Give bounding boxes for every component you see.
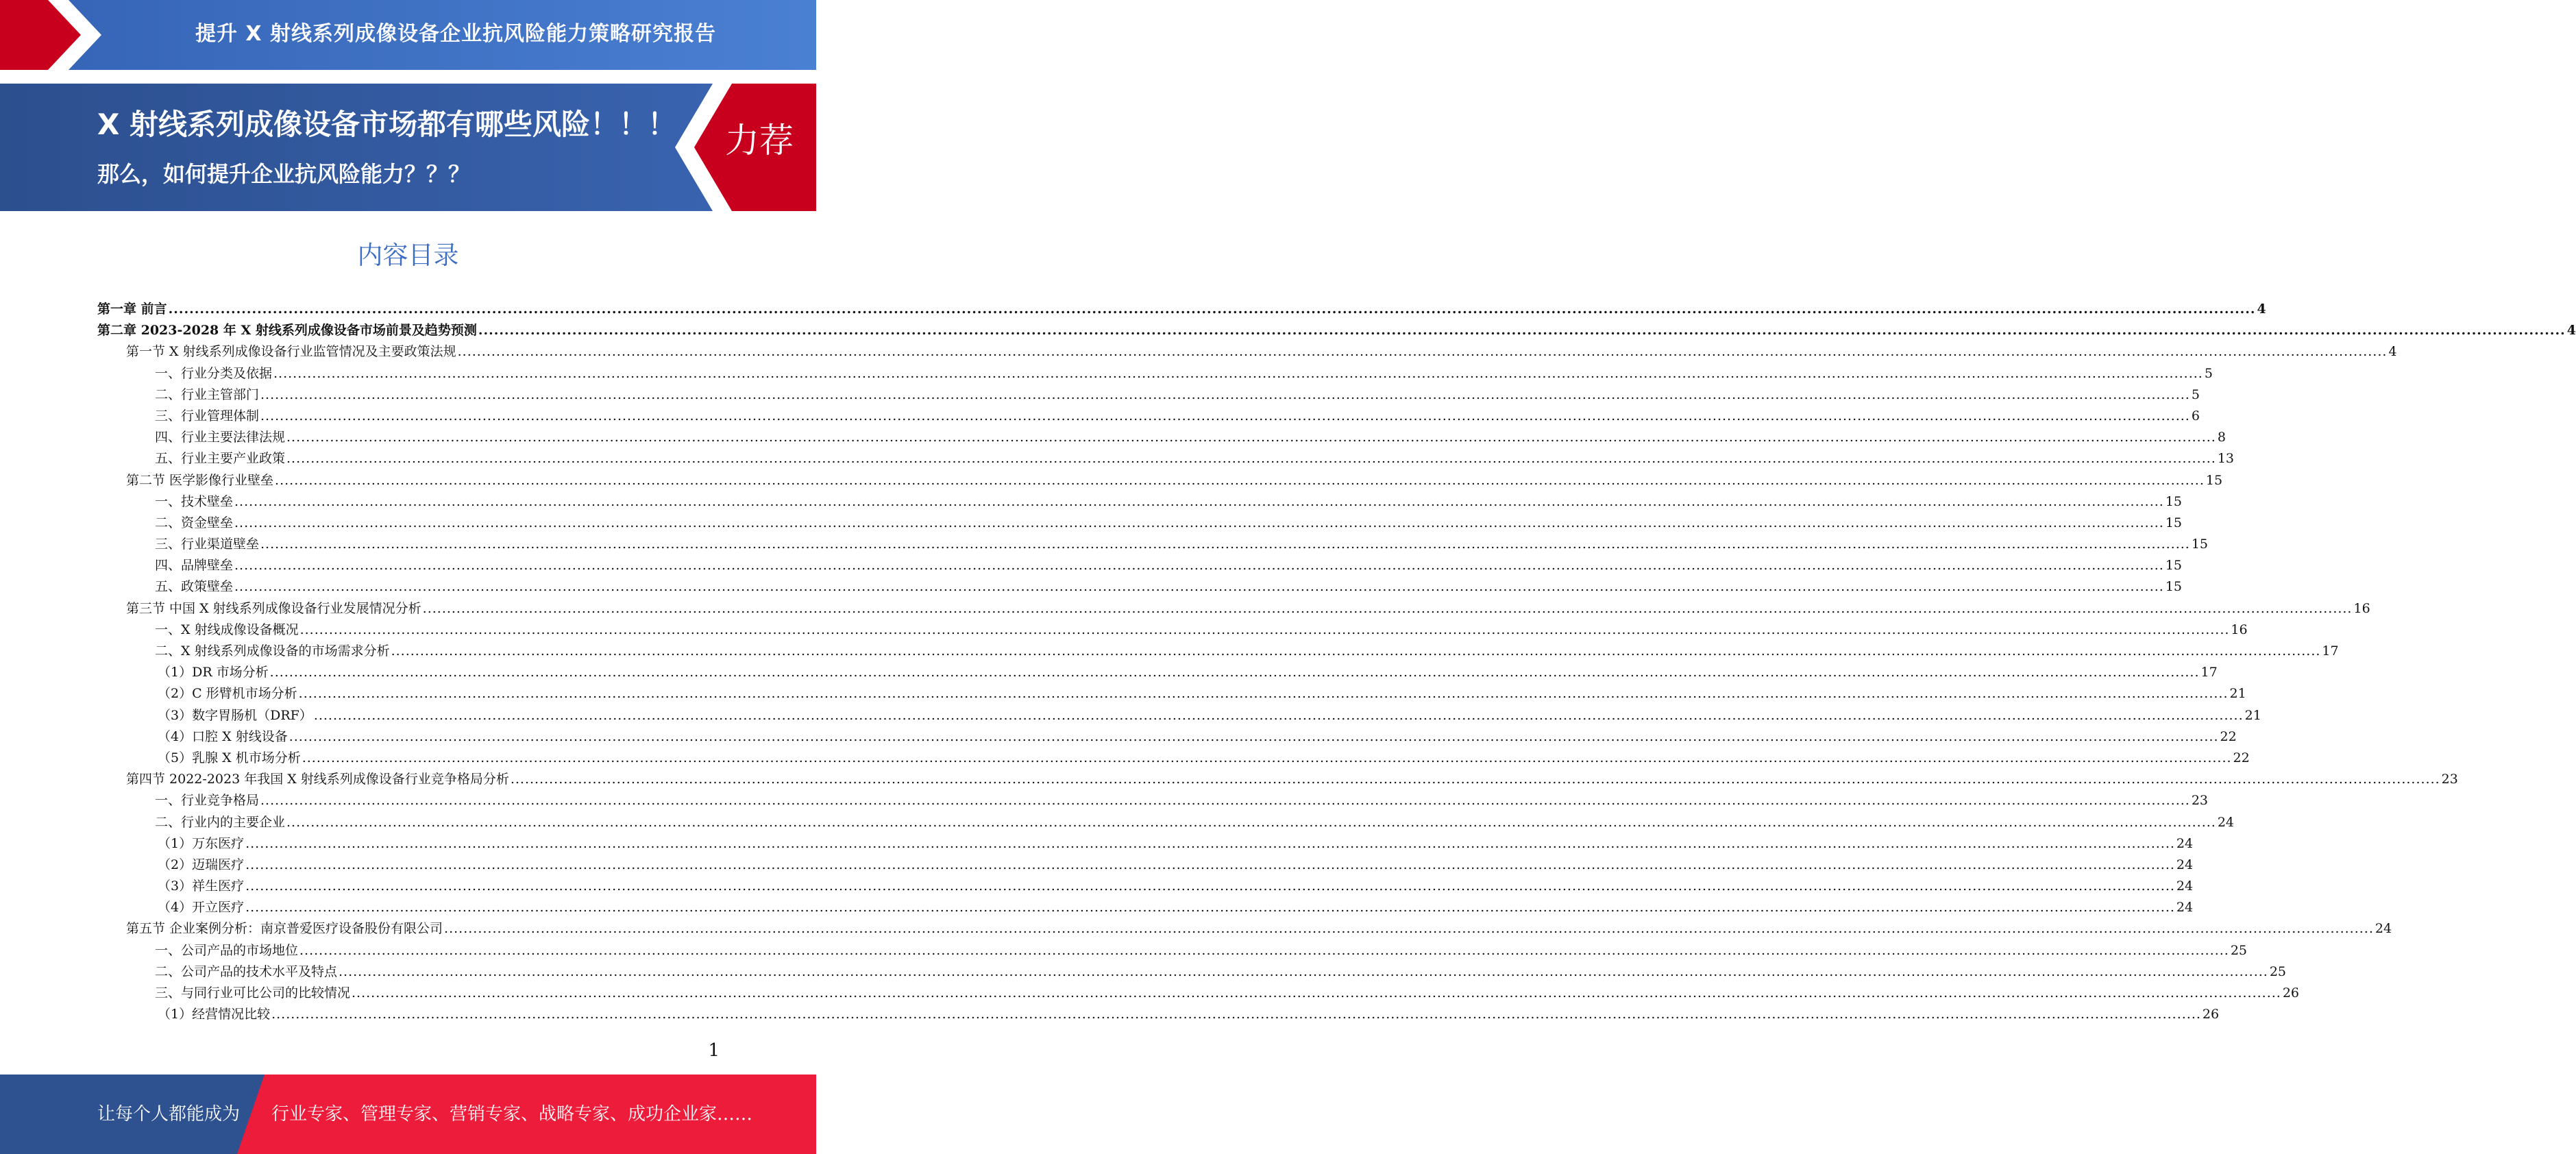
toc-dot-leader: ................................................................................................................................................................................................................................................................................................................................................................................................................ — [245, 879, 2175, 894]
toc-entry-page: 15 — [2191, 537, 2209, 552]
toc-entry[interactable] — [97, 513, 2183, 534]
toc-entry-page: 24 — [2176, 879, 2194, 894]
toc-entry-title: 四、品牌壁垒 — [155, 558, 234, 574]
toc-entry[interactable] — [97, 812, 2235, 833]
toc-entry[interactable] — [97, 790, 2209, 811]
toc-entry-page: 25 — [2269, 963, 2287, 979]
toc-dot-leader: ................................................................................................................................................................................................................................................................................................................................................................................................................ — [234, 579, 2164, 595]
toc-entry-page: 16 — [2353, 600, 2370, 616]
toc-entry[interactable] — [97, 406, 2200, 427]
toc-entry-page: 24 — [2176, 900, 2194, 916]
toc-entry-page: 22 — [2233, 750, 2250, 765]
toc-entry-title: （1）万东医疗 — [158, 835, 245, 851]
toc-dot-leader: ................................................................................................................................................................................................................................................................................................................................................................................................................ — [339, 963, 2268, 979]
toc-entry-title: （1）DR 市场分析 — [158, 665, 269, 680]
hero-graphic — [0, 84, 816, 211]
toc-heading: 内容目录 — [357, 241, 459, 270]
toc-entry-page: 22 — [2220, 728, 2237, 744]
toc-entry-title: 第四节 2022-2023 年我国 X 射线系列成像设备行业竞争格局分析 — [126, 772, 509, 787]
toc-entry[interactable] — [97, 470, 2223, 491]
toc-dot-leader: ................................................................................................................................................................................................................................................................................................................................................................................................................ — [245, 857, 2175, 872]
toc-entry-page: 15 — [2165, 515, 2183, 530]
toc-dot-leader: ................................................................................................................................................................................................................................................................................................................................................................................................................ — [422, 600, 2353, 616]
toc-entry-page: 17 — [2322, 643, 2339, 659]
toc-entry-page: 15 — [2165, 579, 2183, 595]
toc-dot-leader: ................................................................................................................................................................................................................................................................................................................................................................................................................ — [313, 707, 2244, 723]
toc-entry-page: 16 — [2231, 622, 2248, 637]
toc-entry-page: 24 — [2375, 921, 2392, 937]
toc-entry[interactable] — [97, 619, 2248, 641]
toc-dot-leader: ................................................................................................................................................................................................................................................................................................................................................................................................................ — [286, 430, 2216, 445]
toc-dot-leader: ................................................................................................................................................................................................................................................................................................................................................................................................................ — [260, 793, 2190, 809]
toc-dot-leader: ................................................................................................................................................................................................................................................................................................................................................................................................................ — [298, 686, 2229, 702]
toc-entry-page: 24 — [2176, 857, 2194, 872]
toc-entry-title: 四、行业主要法律法规 — [155, 430, 286, 445]
toc-entry-page: 25 — [2230, 942, 2248, 958]
page-number: 1 — [708, 1040, 720, 1061]
toc-entry[interactable] — [97, 726, 2237, 748]
toc-entry-page: 8 — [2217, 430, 2226, 445]
toc-entry[interactable] — [97, 320, 2576, 341]
toc-entry-page: 26 — [2282, 985, 2300, 1000]
toc-entry[interactable] — [97, 748, 2250, 769]
toc-dot-leader: ................................................................................................................................................................................................................................................................................................................................................................................................................ — [269, 665, 2200, 680]
toc-entry-title: 第五节 企业案例分析：南京普爱医疗设备股份有限公司 — [126, 921, 443, 937]
toc-dot-leader: ................................................................................................................................................................................................................................................................................................................................................................................................................ — [286, 814, 2216, 830]
toc-dot-leader: ................................................................................................................................................................................................................................................................................................................................................................................................................ — [234, 515, 2164, 530]
toc-entry[interactable] — [97, 1004, 2220, 1025]
toc-entry[interactable] — [97, 876, 2194, 897]
toc-dot-leader: ................................................................................................................................................................................................................................................................................................................................................................................................................ — [271, 1007, 2201, 1022]
toc-entry-title: （2）C 形臂机市场分析 — [158, 686, 297, 702]
toc-entry-title: 二、行业内的主要企业 — [155, 814, 286, 830]
toc-dot-leader: ................................................................................................................................................................................................................................................................................................................................................................................................................ — [260, 537, 2190, 552]
toc-entry-title: 二、资金壁垒 — [155, 515, 234, 530]
toc-dot-leader: ................................................................................................................................................................................................................................................................................................................................................................................................................ — [245, 835, 2175, 851]
toc-entry-page: 13 — [2217, 451, 2235, 467]
toc-entry[interactable] — [97, 641, 2339, 662]
toc-entry-page: 24 — [2217, 814, 2235, 830]
toc-entry-title: 二、行业主管部门 — [155, 386, 260, 402]
table-of-contents — [97, 299, 2576, 1025]
toc-entry-title: 第一节 X 射线系列成像设备行业监管情况及主要政策法规 — [126, 344, 456, 360]
toc-entry-title: 一、行业分类及依据 — [155, 365, 273, 381]
top-banner — [0, 0, 816, 77]
toc-entry-title: （1）经营情况比较 — [158, 1007, 271, 1022]
toc-entry-page: 21 — [2229, 686, 2246, 702]
toc-entry-page: 5 — [2204, 365, 2213, 381]
toc-dot-leader: ................................................................................................................................................................................................................................................................................................................................................................................................................ — [273, 365, 2203, 381]
toc-entry-title: 第一章 前言 — [97, 302, 167, 317]
toc-entry[interactable] — [97, 448, 2235, 469]
toc-entry-title: 三、与同行业可比公司的比较情况 — [155, 985, 351, 1000]
toc-entry-title: 三、行业管理体制 — [155, 408, 260, 423]
toc-dot-leader: ................................................................................................................................................................................................................................................................................................................................................................................................................ — [510, 772, 2440, 787]
toc-entry-title: 第二章 2023-2028 年 X 射线系列成像设备市场前景及趋势预测 — [97, 323, 477, 339]
toc-entry-page: 4 — [2566, 323, 2576, 339]
toc-entry[interactable] — [97, 534, 2209, 555]
toc-entry-page: 26 — [2202, 1007, 2220, 1022]
toc-entry[interactable] — [97, 363, 2213, 384]
toc-entry-title: 三、行业渠道壁垒 — [155, 537, 260, 552]
hero-headline: X 射线系列成像设备市场都有哪些风险！！！ — [97, 108, 677, 141]
hero-banner — [0, 84, 816, 211]
toc-entry-page: 21 — [2244, 707, 2261, 723]
toc-entry[interactable] — [97, 427, 2226, 448]
toc-dot-leader: ................................................................................................................................................................................................................................................................................................................................................................................................................ — [234, 493, 2164, 509]
toc-entry[interactable] — [97, 299, 2266, 320]
toc-entry[interactable] — [97, 918, 2392, 940]
toc-entry[interactable] — [97, 983, 2300, 1004]
toc-entry[interactable] — [97, 384, 2200, 406]
toc-dot-leader: ................................................................................................................................................................................................................................................................................................................................................................................................................ — [260, 386, 2190, 402]
toc-entry[interactable] — [97, 961, 2287, 983]
toc-entry-title: 五、行业主要产业政策 — [155, 451, 286, 467]
toc-dot-leader: ................................................................................................................................................................................................................................................................................................................................................................................................................ — [478, 323, 2566, 339]
toc-entry-title: （3）祥生医疗 — [158, 879, 245, 894]
toc-entry[interactable] — [97, 555, 2183, 576]
toc-entry-title: 一、技术壁垒 — [155, 493, 234, 509]
toc-dot-leader: ................................................................................................................................................................................................................................................................................................................................................................................................................ — [289, 728, 2219, 744]
toc-entry-title: （2）迈瑞医疗 — [158, 857, 245, 872]
toc-dot-leader: ................................................................................................................................................................................................................................................................................................................................................................................................................ — [245, 900, 2175, 916]
toc-entry[interactable] — [97, 897, 2194, 918]
toc-dot-leader: ................................................................................................................................................................................................................................................................................................................................................................................................................ — [302, 750, 2232, 765]
toc-entry-title: 一、X 射线成像设备概况 — [155, 622, 299, 637]
toc-entry-page: 6 — [2191, 408, 2200, 423]
toc-entry-title: 第三节 中国 X 射线系列成像设备行业发展情况分析 — [126, 600, 421, 616]
toc-entry[interactable] — [97, 833, 2194, 855]
toc-entry-title: 二、公司产品的技术水平及特点 — [155, 963, 338, 979]
recommend-badge: 力荐 — [725, 121, 794, 160]
toc-entry-page: 4 — [2257, 302, 2266, 317]
toc-entry[interactable] — [97, 683, 2246, 704]
footer-banner — [0, 1075, 816, 1154]
report-title: 提升 X 射线系列成像设备企业抗风险能力策略研究报告 — [195, 22, 717, 46]
toc-entry-page: 15 — [2205, 472, 2223, 488]
toc-entry[interactable] — [97, 855, 2194, 876]
toc-dot-leader: ................................................................................................................................................................................................................................................................................................................................................................................................................ — [168, 302, 2256, 317]
toc-entry-page: 5 — [2191, 386, 2200, 402]
toc-dot-leader: ................................................................................................................................................................................................................................................................................................................................................................................................................ — [275, 472, 2205, 488]
toc-entry-page: 23 — [2441, 772, 2458, 787]
toc-entry-title: 二、X 射线系列成像设备的市场需求分析 — [155, 643, 390, 659]
toc-entry-page: 15 — [2165, 493, 2183, 509]
toc-entry[interactable] — [97, 576, 2183, 598]
toc-entry-title: 一、公司产品的市场地位 — [155, 942, 299, 958]
toc-entry[interactable] — [97, 769, 2458, 790]
toc-dot-leader: ................................................................................................................................................................................................................................................................................................................................................................................................................ — [299, 622, 2230, 637]
footer-slogan-left: 让每个人都能成为 — [97, 1104, 241, 1125]
hero-subheadline: 那么，如何提升企业抗风险能力？？？ — [97, 161, 471, 187]
toc-dot-leader: ................................................................................................................................................................................................................................................................................................................................................................................................................ — [286, 451, 2216, 467]
toc-entry[interactable] — [97, 491, 2183, 513]
toc-dot-leader: ................................................................................................................................................................................................................................................................................................................................................................................................................ — [299, 942, 2229, 958]
toc-entry-page: 17 — [2200, 665, 2218, 680]
toc-entry[interactable] — [97, 705, 2261, 726]
toc-dot-leader: ................................................................................................................................................................................................................................................................................................................................................................................................................ — [260, 408, 2190, 423]
toc-dot-leader: ................................................................................................................................................................................................................................................................................................................................................................................................................ — [457, 344, 2388, 360]
toc-dot-leader: ................................................................................................................................................................................................................................................................................................................................................................................................................ — [391, 643, 2321, 659]
toc-entry-title: （4）口腔 X 射线设备 — [158, 728, 288, 744]
toc-dot-leader: ................................................................................................................................................................................................................................................................................................................................................................................................................ — [352, 985, 2281, 1000]
toc-entry-page: 4 — [2388, 344, 2397, 360]
toc-entry-title: （5）乳腺 X 机市场分析 — [158, 750, 301, 765]
toc-entry-title: （3）数字胃肠机（DRF） — [158, 707, 312, 723]
toc-entry[interactable] — [97, 598, 2370, 619]
toc-entry-title: 一、行业竞争格局 — [155, 793, 260, 809]
toc-dot-leader: ................................................................................................................................................................................................................................................................................................................................................................................................................ — [234, 558, 2164, 574]
toc-entry-page: 24 — [2176, 835, 2194, 851]
toc-entry-title: 五、政策壁垒 — [155, 579, 234, 595]
toc-entry-page: 15 — [2165, 558, 2183, 574]
toc-entry-title: （4）开立医疗 — [158, 900, 245, 916]
toc-entry-title: 第二节 医学影像行业壁垒 — [126, 472, 274, 488]
toc-entry[interactable] — [97, 662, 2218, 683]
toc-entry[interactable] — [97, 341, 2397, 363]
toc-entry[interactable] — [97, 940, 2248, 961]
toc-entry-page: 23 — [2191, 793, 2209, 809]
footer-slogan-right: 行业专家、管理专家、营销专家、战略专家、成功企业家…… — [271, 1104, 753, 1125]
toc-dot-leader: ................................................................................................................................................................................................................................................................................................................................................................................................................ — [444, 921, 2374, 937]
